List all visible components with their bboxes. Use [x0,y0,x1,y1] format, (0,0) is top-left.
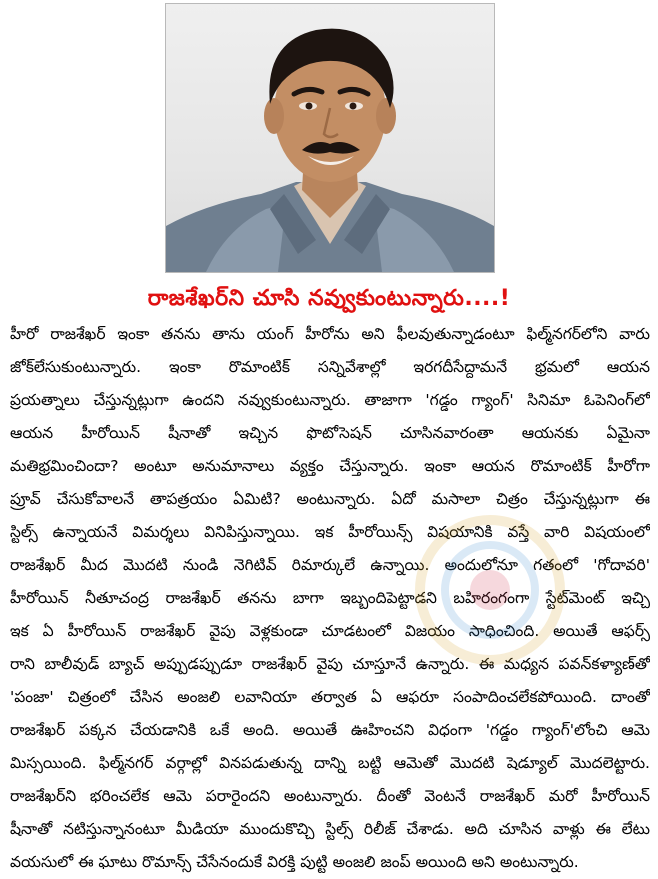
article-line: ఆయన హీరోయిన్ షీనాతో ఇచ్చిన ఫొటోసెషన్ చూసినవారంతా ఆయనకు ఏమైనా [10,424,650,442]
article-line: షీనాతో నటిస్తున్నానంటూ మీడియా ముందుకొచ్చి స్టిల్స్ రిలీజ్ చేశాడు. అది చూసిన వాళ్లు ఈ లేటు [10,820,650,838]
article-line: ప్రయత్నాలు చేస్తున్నట్లుగా ఉందని నవ్వుకుంటున్నారు. తాజాగా 'గడ్డం గ్యాంగ్' సినిమా ఓపెనింగ్‌లో [10,391,650,409]
article-line: రాజశేఖర్‌ని భరించలేక ఆమె పరారైందని అంటున్నారు. దీంతో వెంటనే రాజశేఖర్ మరో హీరోయిన్ [10,787,650,805]
article-line: రాజశేఖర్ మీద మొదటి నుండి నెగిటివ్ రిమార్కులే ఉన్నాయి. అందులోనూ గతంలో 'గోదావరి' [10,556,650,574]
article-line: ప్రూవ్ చేసుకోవాలనే తాపత్రయం ఏమిటి? అంటున్నారు. ఏదో మసాలా చిత్రం చేస్తున్నట్లుగా ఈ [10,490,650,508]
article-line: రాని బాలీవుడ్ బ్యాచ్ అప్పుడప్పుడూ రాజశేఖర్ వైపు చూస్తూనే ఉన్నారు. ఈ మధ్యన పవన్‌కళ్యాణ్‌తో [10,655,650,673]
article-line: 'పంజా' చిత్రంలో చేసిన అంజలి లవానియా తర్వాత ఏ ఆఫరూ సంపాదించలేకపోయింది. దాంతో [10,688,650,706]
article-line: మతిభ్రమించిందా? అంటూ అనుమానాలు వ్యక్తం చేస్తున్నారు. ఇంకా ఆయన రొమాంటిక్ హీరోగా [10,457,650,475]
article-line: జోక్‌లేసుకుంటున్నారు. ఇంకా రొమాంటిక్ సన్నివేశాల్లో ఇరగదీసేద్దామనే భ్రమలో ఆయన [10,358,650,376]
article-headline: రాజశేఖర్‌ని చూసి నవ్వుకుంటున్నారు....! [147,286,511,311]
portrait-photo [165,3,495,273]
article-line: స్టిల్స్ ఉన్నాయనే విమర్శలు వినిపిస్తున్నాయి. ఇక హీరోయిన్స్ విషయానికి వస్తే వారి విషయంలో [10,523,650,541]
article-line: హీరో రాజశేఖర్ ఇంకా తనను తాను యంగ్ హీరోను అని ఫీలవుతున్నాడంటూ ఫిల్మ్‌నగర్‌లోని వారు [10,325,650,343]
article-line: వయసులో ఈ ఘాటు రొమాన్స్ చేసేనందుకే విరక్తి పుట్టి అంజలి జంప్ అయింది అని అంటున్నారు. [10,853,579,871]
article-line: హీరోయిన్ నీతూచంద్ర రాజశేఖర్ తనను బాగా ఇబ్బందిపెట్టాడని బహిరంగంగా స్టేట్‌మెంట్ ఇచ్చి [10,589,650,607]
article-line: మిస్సయింది. ఫిల్మ్‌నగర్ వర్గాల్లో వినపడుతున్న దాన్ని బట్టి ఆమెతో మొదటి షెడ్యూల్ మొదలెట్టారు. [10,754,650,772]
article-line: ఇక ఏ హీరోయిన్ రాజశేఖర్ వైపు వెళ్లకుండా చూడటంలో విజయం సాధించింది. అయితే ఆఫర్స్ [10,622,650,640]
article-body [10,318,650,879]
article-line: రాజశేఖర్ పక్కన చేయడానికి ఒకే అంది. అయితే ఊహించని విధంగా 'గడ్డం గ్యాంగ్'లోంచి ఆమె [10,721,650,739]
